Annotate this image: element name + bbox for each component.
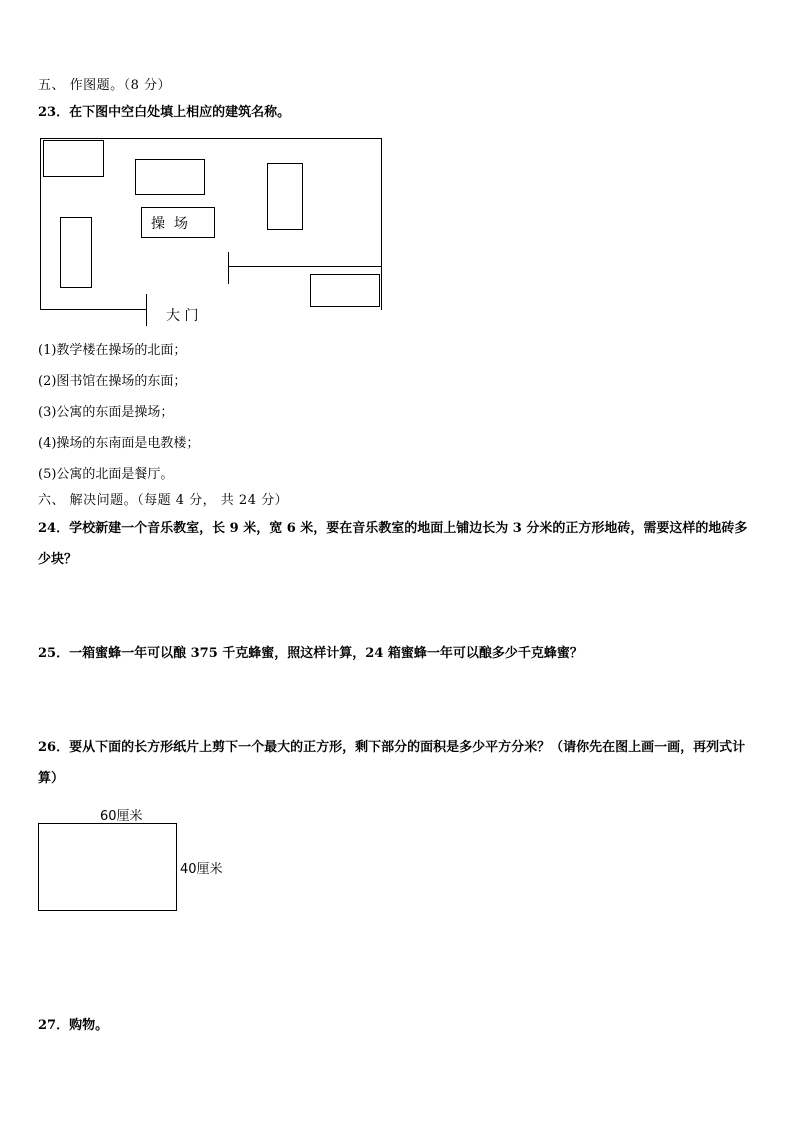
campus-map bbox=[0, 130, 400, 330]
blank-building-northwest[interactable] bbox=[44, 141, 104, 177]
gate-label: 大 门 bbox=[166, 308, 199, 324]
q23-clue-1: (1)教学楼在操场的北面； bbox=[38, 343, 187, 358]
paper-rectangle-figure bbox=[0, 800, 260, 920]
paper-rectangle bbox=[39, 824, 177, 911]
q23-clue-4: (4)操场的东南面是电教楼； bbox=[38, 436, 200, 451]
q27-text: 27．购物。 bbox=[38, 1018, 109, 1033]
blank-building-north[interactable] bbox=[136, 160, 205, 195]
q26-text: 26．要从下面的长方形纸片上剪下一个最大的正方形，剩下部分的面积是多少平方分米？（请你先在图上画一画，再列式计算） bbox=[38, 740, 746, 786]
q23-prompt: 23．在下图中空白处填上相应的建筑名称。 bbox=[38, 105, 291, 120]
height-label: 40厘米 bbox=[180, 862, 223, 877]
section-6-heading: 六、 解决问题。（每题 4 分， 共 24 分） bbox=[38, 493, 289, 508]
blank-building-east[interactable] bbox=[268, 164, 303, 230]
section-5-heading: 五、 作图题。（8 分） bbox=[38, 78, 172, 93]
q24-text: 24．学校新建一个音乐教室，长 9 米，宽 6 米，要在音乐教室的地面上铺边长为 3 分米的正方形地砖，需要这样的地砖多少块？ bbox=[38, 521, 748, 567]
q23-clue-5: (5)公寓的北面是餐厅。 bbox=[38, 467, 174, 482]
playground-label: 操 场 bbox=[151, 216, 188, 232]
q23-clue-2: (2)图书馆在操场的东面； bbox=[38, 374, 187, 389]
q23-clue-3: (3)公寓的东面是操场； bbox=[38, 405, 174, 420]
width-label: 60厘米 bbox=[100, 809, 143, 824]
q25-text: 25．一箱蜜蜂一年可以酿 375 千克蜂蜜，照这样计算，24 箱蜜蜂一年可以酿多少千克蜂蜜？ bbox=[38, 646, 583, 661]
blank-building-southeast[interactable] bbox=[311, 275, 380, 307]
blank-building-west[interactable] bbox=[61, 218, 92, 288]
